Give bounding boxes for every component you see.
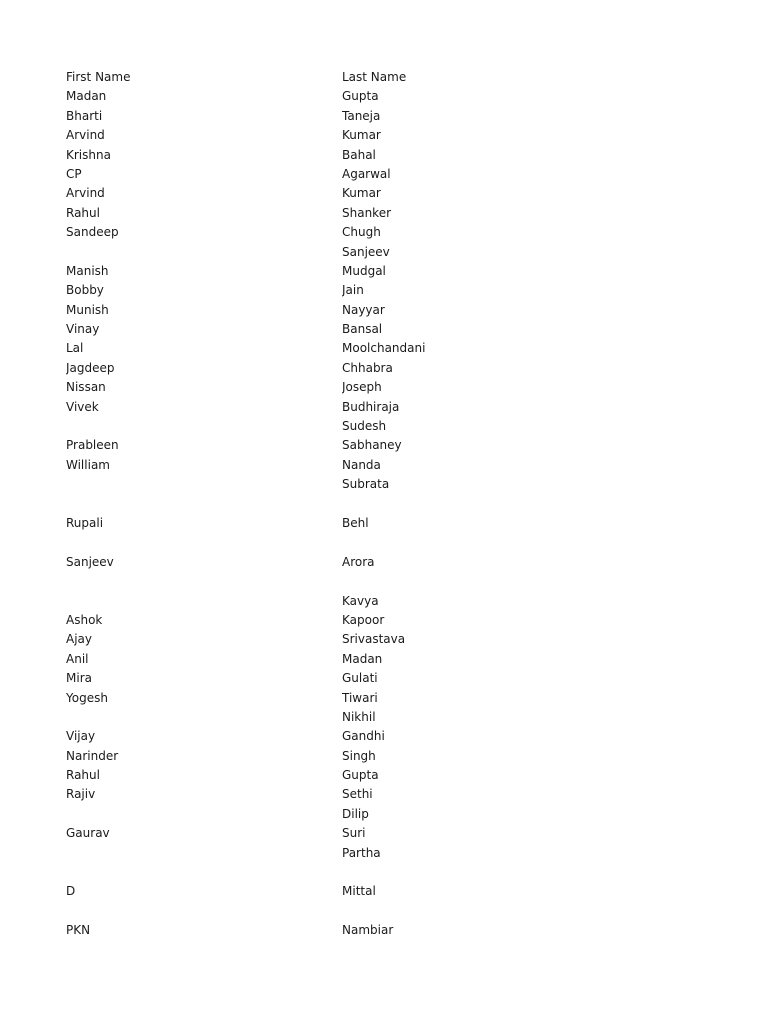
table-row (66, 747, 566, 766)
last-name-cell: Gandhi (342, 729, 385, 744)
table-row (66, 398, 566, 417)
last-name-cell: Kavya (342, 593, 379, 608)
table-row (66, 727, 566, 746)
first-name-cell: PKN (66, 923, 91, 938)
first-name-cell: Prableen (66, 438, 119, 453)
table-row (66, 107, 566, 126)
table-row (66, 650, 566, 669)
table-row (66, 126, 566, 145)
last-name-cell (342, 495, 542, 514)
table-row (66, 204, 566, 223)
table-row (66, 902, 566, 921)
last-name-cell: Nikhil (342, 709, 376, 724)
first-name-cell: Munish (66, 302, 109, 317)
first-name-cell (66, 572, 342, 591)
last-name-cell: Nanda (342, 457, 381, 472)
last-name-cell: Kapoor (342, 612, 385, 627)
first-name-cell (66, 863, 342, 882)
table-row (66, 165, 566, 184)
last-name-cell: Suri (342, 826, 366, 841)
last-name-cell: Partha (342, 845, 381, 860)
last-name-cell: Madan (342, 651, 383, 666)
names-table (66, 68, 566, 941)
table-row (66, 243, 566, 262)
table-row (66, 785, 566, 804)
table-row (66, 339, 566, 358)
first-name-cell: Rahul (66, 205, 100, 220)
first-name-cell: Arvind (66, 128, 105, 143)
table-row (66, 514, 566, 533)
first-name-cell: Manish (66, 263, 109, 278)
last-name-cell: Sethi (342, 787, 373, 802)
last-name-cell: Bahal (342, 147, 376, 162)
last-name-cell: Agarwal (342, 166, 391, 181)
table-row (66, 436, 566, 455)
last-name-cell: Sanjeev (342, 244, 390, 259)
first-name-cell (66, 495, 342, 514)
last-name-cell: Dilip (342, 806, 369, 821)
last-name-cell: Gulati (342, 671, 378, 686)
table-row (66, 766, 566, 785)
table-row (66, 824, 566, 843)
first-name-cell: Nissan (66, 380, 106, 395)
table-row (66, 359, 566, 378)
last-name-cell: Bansal (342, 322, 383, 337)
last-name-cell: Singh (342, 748, 376, 763)
first-name-cell: Ashok (66, 612, 103, 627)
last-name-cell: Mittal (342, 884, 376, 899)
first-name-cell (66, 243, 342, 262)
first-name-cell: Sandeep (66, 225, 119, 240)
first-name-cell (66, 708, 342, 727)
table-row (66, 184, 566, 203)
table-row (66, 495, 566, 514)
first-name-cell: CP (66, 166, 82, 181)
last-name-cell: Mudgal (342, 263, 386, 278)
first-name-cell: D (66, 884, 76, 899)
table-row (66, 553, 566, 572)
first-name-cell: Arvind (66, 186, 105, 201)
table-row (66, 456, 566, 475)
table-row (66, 146, 566, 165)
first-name-cell: Mira (66, 671, 92, 686)
last-name-cell: Kumar (342, 128, 381, 143)
table-row (66, 572, 566, 591)
table-row (66, 320, 566, 339)
table-row (66, 223, 566, 242)
last-name-cell (342, 863, 542, 882)
header-row (66, 68, 566, 87)
last-name-cell (342, 533, 542, 552)
first-name-cell: Jagdeep (66, 360, 115, 375)
last-name-cell: Sudesh (342, 419, 387, 434)
first-name-cell (66, 902, 342, 921)
last-name-cell: Taneja (342, 108, 381, 123)
first-name-cell: Bharti (66, 108, 103, 123)
first-name-cell (66, 844, 342, 863)
last-name-cell: Nambiar (342, 923, 394, 938)
table-row (66, 301, 566, 320)
last-name-cell (342, 902, 542, 921)
table-row (66, 87, 566, 106)
last-name-cell: Budhiraja (342, 399, 400, 414)
first-name-cell: William (66, 457, 110, 472)
first-name-cell: Bobby (66, 283, 104, 298)
table-row (66, 592, 566, 611)
last-name-cell: Gupta (342, 768, 379, 783)
table-row (66, 611, 566, 630)
table-row (66, 844, 566, 863)
first-name-cell: Krishna (66, 147, 111, 162)
first-name-cell: Anil (66, 651, 89, 666)
last-name-cell: Joseph (342, 380, 382, 395)
last-name-cell: Srivastava (342, 632, 406, 647)
first-name-cell: Vivek (66, 399, 99, 414)
first-name-cell: Ajay (66, 632, 92, 647)
first-name-cell: Rupali (66, 515, 104, 530)
last-name-cell: Shanker (342, 205, 392, 220)
table-row (66, 708, 566, 727)
last-name-cell: Gupta (342, 89, 379, 104)
first-name-cell: Gaurav (66, 826, 110, 841)
first-name-cell: Rajiv (66, 787, 96, 802)
last-name-cell: Arora (342, 554, 375, 569)
first-name-cell: Yogesh (66, 690, 108, 705)
table-row (66, 630, 566, 649)
first-name-cell: Sanjeev (66, 554, 114, 569)
table-row (66, 262, 566, 281)
last-name-cell: Sabhaney (342, 438, 402, 453)
table-row (66, 533, 566, 552)
first-name-cell (66, 417, 342, 436)
table-row (66, 475, 566, 494)
first-name-cell: Madan (66, 89, 107, 104)
last-name-cell: Chhabra (342, 360, 393, 375)
first-name-cell: Lal (66, 341, 84, 356)
last-name-cell: Tiwari (342, 690, 378, 705)
first-name-cell: Rahul (66, 768, 100, 783)
first-name-cell (66, 805, 342, 824)
table-row (66, 378, 566, 397)
last-name-cell: Behl (342, 515, 369, 530)
last-name-cell (342, 572, 542, 591)
first-name-cell (66, 592, 342, 611)
table-row (66, 921, 566, 940)
first-name-cell: Vinay (66, 322, 100, 337)
last-name-cell: Jain (342, 283, 364, 298)
header-first-name: First Name (66, 70, 131, 84)
header-last-name: Last Name (342, 70, 407, 84)
table-row (66, 417, 566, 436)
last-name-cell: Nayyar (342, 302, 385, 317)
first-name-cell: Vijay (66, 729, 96, 744)
last-name-cell: Subrata (342, 477, 390, 492)
first-name-cell (66, 533, 342, 552)
table-row (66, 882, 566, 901)
first-name-cell: Narinder (66, 748, 119, 763)
table-row (66, 689, 566, 708)
first-name-cell (66, 475, 342, 494)
table-row (66, 863, 566, 882)
last-name-cell: Chugh (342, 225, 381, 240)
table-row (66, 669, 566, 688)
table-row (66, 281, 566, 300)
last-name-cell: Moolchandani (342, 341, 426, 356)
last-name-cell: Kumar (342, 186, 381, 201)
table-row (66, 805, 566, 824)
